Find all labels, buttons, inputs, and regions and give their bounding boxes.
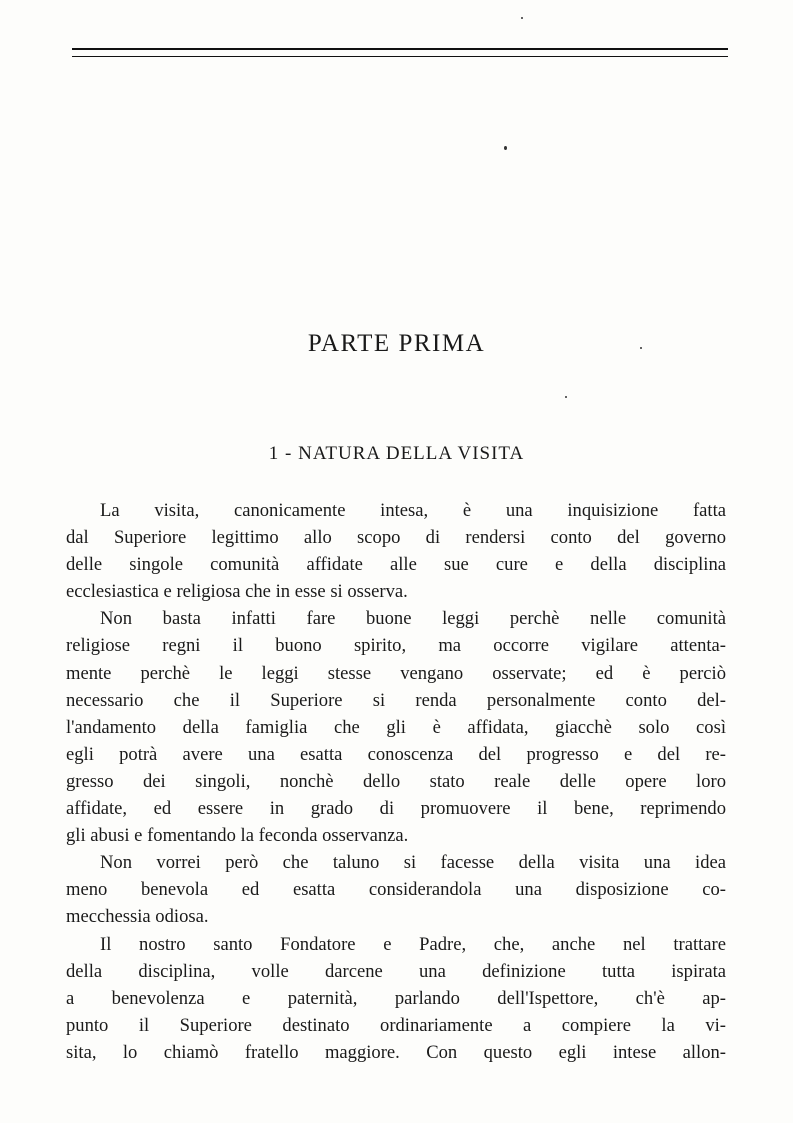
text-line: della disciplina, volle darcene una definizione tutta ispirata (66, 960, 726, 982)
header-rule-thin (72, 56, 728, 57)
text-line: Il nostro santo Fondatore e Padre, che, anche nel trattare (100, 933, 726, 955)
header-rule-thick (72, 48, 728, 50)
text-line: a benevolenza e paternità, parlando dell'Ispettore, ch'è ap- (66, 987, 726, 1009)
section-title: 1 - NATURA DELLA VISITA (268, 443, 525, 464)
text-line: affidate, ed essere in grado di promuovere il bene, reprimendo (66, 798, 726, 820)
text-line: ecclesiastica e religiosa che in esse si osserva. (66, 581, 408, 603)
text-line: mente perchè le leggi stesse vengano osservate; ed è perciò (66, 662, 726, 684)
text-line: dal Superiore legittimo allo scopo di rendersi conto del governo (66, 527, 726, 549)
text-line: gresso dei singoli, nonchè dello stato reale delle opere loro (66, 770, 726, 792)
text-line: delle singole comunità affidate alle sue cure e della disciplina (66, 554, 726, 576)
print-speck (565, 396, 567, 398)
text-line: mecchessia odiosa. (66, 906, 209, 928)
body-text (66, 497, 726, 1066)
text-line: gli abusi e fomentando la feconda osservanza. (66, 825, 409, 847)
part-title: PARTE PRIMA (307, 330, 486, 357)
print-speck (521, 17, 523, 19)
text-line: necessario che il Superiore si renda personalmente conto del- (66, 689, 726, 711)
text-line: l'andamento della famiglia che gli è affidata, giacchè solo così (66, 716, 726, 738)
print-speck (504, 146, 507, 150)
text-line: egli potrà avere una esatta conoscenza del progresso e del re- (66, 743, 726, 765)
text-line: Non basta infatti fare buone leggi perchè nelle comunità (100, 608, 726, 630)
text-line: punto il Superiore destinato ordinariamente a compiere la vi- (66, 1014, 726, 1036)
text-line: religiose regni il buono spirito, ma occorre vigilare attenta- (66, 635, 726, 657)
text-line: La visita, canonicamente intesa, è una inquisizione fatta (100, 500, 726, 521)
text-line: meno benevola ed esatta considerandola una disposizione co- (66, 879, 726, 901)
text-line: Non vorrei però che taluno si facesse della visita una idea (100, 852, 726, 874)
text-line: sita, lo chiamò fratello maggiore. Con questo egli intese allon- (66, 1041, 726, 1063)
